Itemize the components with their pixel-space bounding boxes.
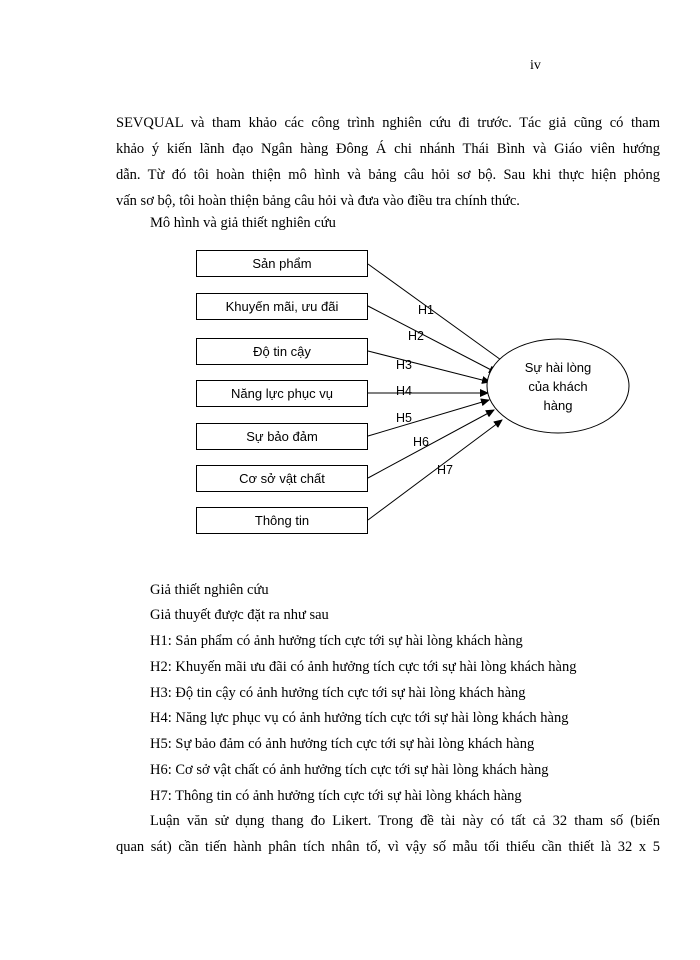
model-heading: Mô hình và giả thiết nghiên cứu xyxy=(150,215,336,231)
hypothesis-label-h3: H3 xyxy=(396,358,412,372)
outcome-line: của khách xyxy=(528,378,588,394)
intro-line: SEVQUAL và tham khảo các công trình nghiên cứu đi trước. Tác giả cũng có tham xyxy=(116,115,660,131)
hypothesis-label-h2: H2 xyxy=(408,329,424,343)
factor-box-khuyen-mai: Khuyến mãi, ưu đãi xyxy=(196,293,368,320)
hypothesis-label-h1: H1 xyxy=(418,303,434,317)
closing-line: quan sát) cần tiến hành phân tích nhân tố, vì vậy số mẫu tối thiểu cần thiết là 32 x 5 xyxy=(116,839,660,855)
outcome-line: Sự hài lòng xyxy=(524,359,592,375)
outcome-satisfaction xyxy=(500,338,616,434)
arrow-h6 xyxy=(368,410,494,478)
factor-box-do-tin-cay: Độ tin cậy xyxy=(196,338,368,365)
hypothesis-item: H4: Năng lực phục vụ có ảnh hưởng tích cực tới sự hài lòng khách hàng xyxy=(150,710,569,726)
closing-paragraph xyxy=(116,808,660,860)
hypothesis-label-h4: H4 xyxy=(396,384,412,398)
hypothesis-item: H1: Sản phẩm có ảnh hưởng tích cực tới sự hài lòng khách hàng xyxy=(150,633,523,649)
page-number: iv xyxy=(530,58,541,73)
arrow-h3 xyxy=(368,351,490,382)
factor-box-su-bao-dam: Sự bảo đảm xyxy=(196,423,368,450)
hypothesis-label-h5: H5 xyxy=(396,411,412,425)
outcome-line: hàng xyxy=(543,397,573,413)
hypothesis-label-h6: H6 xyxy=(413,435,429,449)
hypothesis-item: H5: Sự bảo đảm có ảnh hưởng tích cực tới sự hài lòng khách hàng xyxy=(150,736,535,752)
arrow-h7 xyxy=(368,420,502,520)
hypothesis-item: H3: Độ tin cậy có ảnh hưởng tích cực tới sự hài lòng khách hàng xyxy=(150,685,526,701)
hypothesis-label-h7: H7 xyxy=(437,463,453,477)
arrow-h5 xyxy=(368,400,489,436)
factor-box-san-pham: Sản phẩm xyxy=(196,250,368,277)
factor-box-thong-tin: Thông tin xyxy=(196,507,368,534)
hypothesis-item: H2: Khuyến mãi ưu đãi có ảnh hưởng tích cực tới sự hài lòng khách hàng xyxy=(150,659,577,675)
hypotheses-heading: Giả thiết nghiên cứu xyxy=(150,582,269,598)
arrow-h1 xyxy=(368,264,508,365)
closing-line: Luận văn sử dụng thang đo Likert. Trong đề tài này có tất cả 32 tham số (biến xyxy=(150,813,660,829)
hypothesis-item: H7: Thông tin có ảnh hưởng tích cực tới sự hài lòng khách hàng xyxy=(150,788,522,804)
factor-box-co-so-vat-chat: Cơ sở vật chất xyxy=(196,465,368,492)
hypothesis-item: H6: Cơ sở vật chất có ảnh hưởng tích cực tới sự hài lòng khách hàng xyxy=(150,762,549,778)
intro-line: vấn sơ bộ, tôi hoàn thiện bảng câu hỏi và đưa vào điều tra chính thức. xyxy=(116,193,520,209)
intro-line: khảo ý kiến lãnh đạo Ngân hàng Đông Á chi nhánh Thái Bình và Giáo viên hướng xyxy=(116,141,660,157)
intro-line: dẫn. Từ đó tôi hoàn thiện mô hình và bảng câu hỏi sơ bộ. Sau khi thực hiện phỏng xyxy=(116,167,660,183)
hypotheses-intro: Giả thuyết được đặt ra như sau xyxy=(150,607,329,623)
factor-box-nang-luc: Năng lực phục vụ xyxy=(196,380,368,407)
